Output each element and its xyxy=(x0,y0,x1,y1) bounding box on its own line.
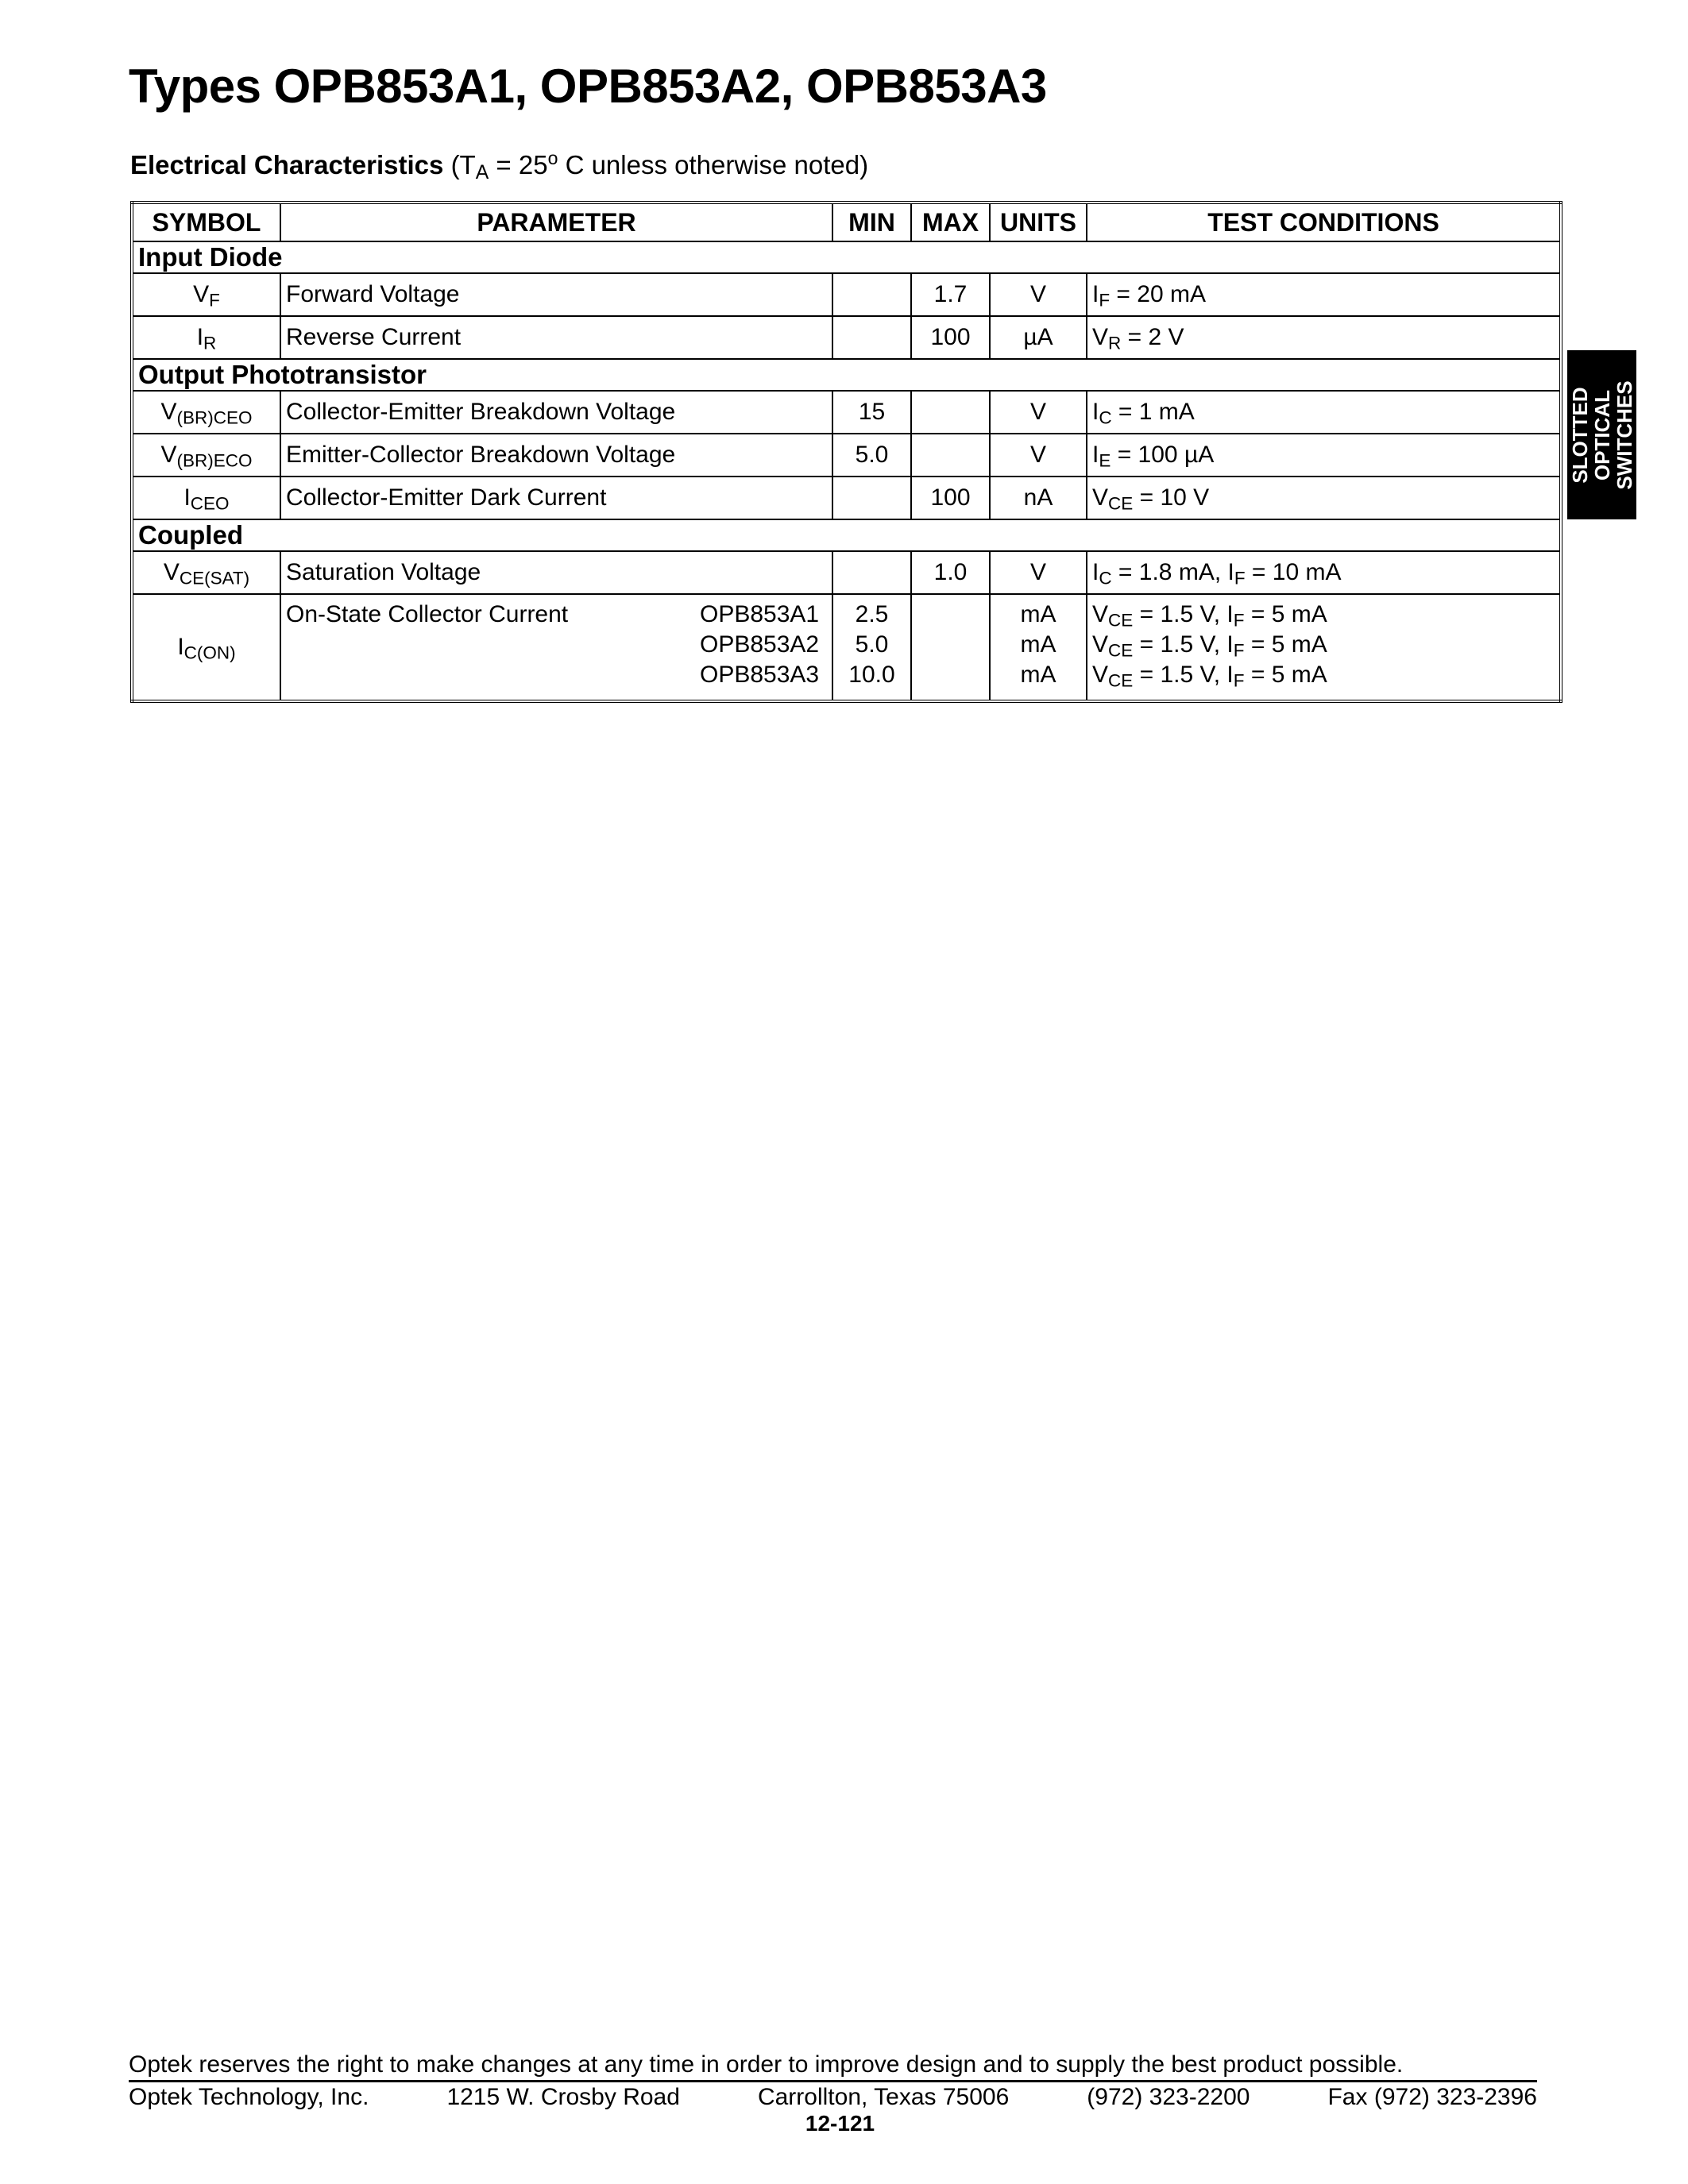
footer-contact xyxy=(129,2084,1537,2111)
section-side-tab: SLOTTED OPTICAL SWITCHES xyxy=(1567,350,1636,519)
max-cell: 100 xyxy=(911,477,990,519)
test-condition-cell: $I_C = 1.8$ mA, $I_F = 10$ mA xyxy=(1087,551,1561,594)
units-cell: nA xyxy=(990,477,1087,519)
footer-company: Optek Technology, Inc. xyxy=(129,2084,369,2110)
table-row-ir xyxy=(132,316,1561,359)
footer-city: Carrollton, Texas 75006 xyxy=(757,2084,1010,2110)
table-row-vbrceo xyxy=(132,391,1561,434)
min-cell xyxy=(832,316,911,359)
symbol-cell: $V_{(BR)ECO}$ xyxy=(132,434,280,477)
symbol-cell: $V_{(BR)CEO}$ xyxy=(132,391,280,434)
parameter-cell: Reverse Current xyxy=(280,316,832,359)
test-condition-cell: $I_C = 1$ mA xyxy=(1087,391,1561,434)
test-condition-cell: $V_R = 2$ V xyxy=(1087,316,1561,359)
section-output-phototransistor xyxy=(132,359,1561,391)
caption-bold: Electrical Characteristics xyxy=(130,150,444,179)
max-cell xyxy=(911,434,990,477)
units-cell: mA mA mA xyxy=(990,594,1087,701)
units-cell: µA xyxy=(990,316,1087,359)
parameter-cell: On-State Collector Current OPB853A1 OPB853A2 OPB853A3 xyxy=(280,594,832,701)
min-cell: 5.0 xyxy=(832,434,911,477)
footer-disclaimer: Optek reserves the right to make changes at any time in order to improve design and to supply the best product possible. xyxy=(129,2051,1537,2082)
footer-fax: Fax (972) 323-2396 xyxy=(1327,2084,1537,2110)
test-condition-cell: $V_{CE} = 1.5$ V, $I_F = 5$ mA $V_{CE} = 1.5$ V, $I_F = 5$ mA $V_{CE} = 1.5$ V, $I_F = 5$ mA xyxy=(1087,594,1561,701)
units-cell: V xyxy=(990,273,1087,316)
footer-address: 1215 W. Crosby Road xyxy=(446,2084,680,2110)
table-caption xyxy=(130,148,869,184)
header-parameter: PARAMETER xyxy=(280,203,832,241)
parameter-cell: Saturation Voltage xyxy=(280,551,832,594)
section-label: Coupled xyxy=(132,519,1561,551)
test-condition-cell: $I_E = 100$ µA xyxy=(1087,434,1561,477)
table-row-iceo xyxy=(132,477,1561,519)
footer-phone: (972) 323-2200 xyxy=(1087,2084,1250,2110)
min-cell xyxy=(832,551,911,594)
table-header-row xyxy=(132,203,1561,241)
parameter-cell: Emitter-Collector Breakdown Voltage xyxy=(280,434,832,477)
page-number: 12-121 xyxy=(805,2111,875,2136)
max-cell: 1.7 xyxy=(911,273,990,316)
max-cell xyxy=(911,391,990,434)
max-cell xyxy=(911,594,990,701)
min-cell: 15 xyxy=(832,391,911,434)
table-row-vcesat xyxy=(132,551,1561,594)
table-row-vf xyxy=(132,273,1561,316)
max-cell: 100 xyxy=(911,316,990,359)
section-label: Input Diode xyxy=(132,241,1561,273)
header-max: MAX xyxy=(911,203,990,241)
parameter-cell: Collector-Emitter Breakdown Voltage xyxy=(280,391,832,434)
parameter-cell: Forward Voltage xyxy=(280,273,832,316)
parameter-cell: Collector-Emitter Dark Current xyxy=(280,477,832,519)
section-coupled xyxy=(132,519,1561,551)
symbol-cell: $I_R$ xyxy=(132,316,280,359)
table-row-icon xyxy=(132,594,1561,701)
header-units: UNITS xyxy=(990,203,1087,241)
units-cell: V xyxy=(990,551,1087,594)
header-test-conditions: TEST CONDITIONS xyxy=(1087,203,1561,241)
min-cell xyxy=(832,273,911,316)
max-cell: 1.0 xyxy=(911,551,990,594)
caption-conditions: ($T_A = 25^o$ C unless otherwise noted) xyxy=(450,148,869,184)
symbol-cell: $V_{CE(SAT)}$ xyxy=(132,551,280,594)
test-condition-cell: $V_{CE} = 10$ V xyxy=(1087,477,1561,519)
symbol-cell: $V_F$ xyxy=(132,273,280,316)
min-cell xyxy=(832,477,911,519)
table-row-vbreco xyxy=(132,434,1561,477)
section-input-diode xyxy=(132,241,1561,273)
symbol-cell: $I_{C(ON)}$ xyxy=(132,594,280,701)
electrical-characteristics-table xyxy=(130,201,1562,703)
page-title: Types OPB853A1, OPB853A2, OPB853A3 xyxy=(129,60,1047,113)
units-cell: V xyxy=(990,391,1087,434)
symbol-cell: $I_{CEO}$ xyxy=(132,477,280,519)
test-condition-cell: $I_F = 20$ mA xyxy=(1087,273,1561,316)
header-symbol: SYMBOL xyxy=(132,203,280,241)
section-label: Output Phototransistor xyxy=(132,359,1561,391)
units-cell: V xyxy=(990,434,1087,477)
min-cell: 2.5 5.0 10.0 xyxy=(832,594,911,701)
header-min: MIN xyxy=(832,203,911,241)
